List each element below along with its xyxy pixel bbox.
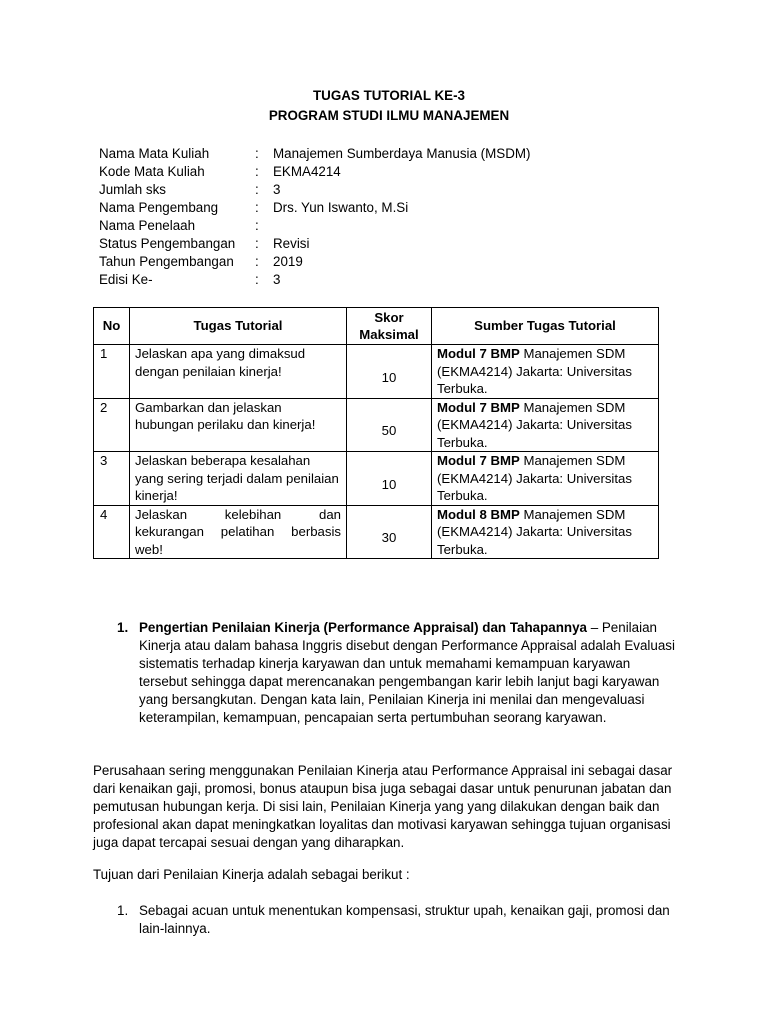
row-no: 2 <box>94 398 130 452</box>
table-row <box>94 345 659 399</box>
info-colon: : <box>255 146 259 161</box>
source-text: Manajemen SDM (EKMA4214) Jakarta: Universitas Terbuka. <box>437 346 632 396</box>
source-text: Manajemen SDM (EKMA4214) Jakarta: Universitas Terbuka. <box>437 453 632 503</box>
info-colon: : <box>255 272 259 287</box>
info-value: Revisi <box>273 236 310 251</box>
tutorial-table <box>93 307 659 559</box>
info-label: Jumlah sks <box>99 182 166 197</box>
header-task: Tugas Tutorial <box>130 308 347 345</box>
list-text: Sebagai acuan untuk menentukan kompensasi, struktur upah, kenaikan gaji, promosi dan lain-lainnya. <box>139 903 670 936</box>
header-source: Sumber Tugas Tutorial <box>432 308 659 345</box>
info-colon: : <box>255 254 259 269</box>
row-score: 10 <box>347 345 432 399</box>
info-label: Nama Mata Kuliah <box>99 146 210 161</box>
section-body <box>139 619 677 727</box>
source-module: Modul 7 BMP <box>437 453 520 468</box>
list-number: 1. <box>117 903 129 918</box>
info-label: Tahun Pengembangan <box>99 254 234 269</box>
row-no: 3 <box>94 452 130 506</box>
source-text: Manajemen SDM (EKMA4214) Jakarta: Universitas Terbuka. <box>437 399 632 450</box>
info-value: Drs. Yun Iswanto, M.Si <box>273 200 409 215</box>
info-label: Kode Mata Kuliah <box>99 164 205 179</box>
source-module: Modul 8 BMP <box>437 506 520 522</box>
row-task: Jelaskan beberapa kesalahan yang sering terjadi dalam penilaian kinerja! <box>130 452 347 506</box>
info-colon: : <box>255 182 259 197</box>
table-header-row <box>94 308 659 345</box>
info-colon: : <box>255 164 259 179</box>
info-label: Status Pengembangan <box>99 236 236 251</box>
info-value: 2019 <box>273 254 303 269</box>
row-no: 4 <box>94 505 130 559</box>
paragraph: Tujuan dari Penilaian Kinerja adalah sebagai berikut : <box>93 867 410 882</box>
row-score: 30 <box>347 505 432 559</box>
info-value: 3 <box>273 272 281 287</box>
source-text: Manajemen SDM (EKMA4214) Jakarta: Universitas Terbuka. <box>437 506 632 557</box>
table-row <box>94 505 659 559</box>
row-source <box>432 398 659 452</box>
row-task: Gambarkan dan jelaskan hubungan perilaku dan kinerja! <box>130 398 347 452</box>
info-label: Nama Penelaah <box>99 218 196 233</box>
row-task: Jelaskan kelebihan dan kekurangan pelatihan berbasis web! <box>130 505 347 559</box>
document-subtitle: PROGRAM STUDI ILMU MANAJEMEN <box>268 108 510 123</box>
table-row <box>94 398 659 452</box>
row-source <box>432 505 659 559</box>
info-value: EKMA4214 <box>273 164 341 179</box>
section-text: – Penilaian Kinerja atau dalam bahasa Inggris disebut dengan Performance Appraisal adalah Evaluasi sistematis terhadap kinerja karyawan dan untuk memahami kemampuan karyawan tersebut sehingga dapat merencanakan pengembangan karir lebih lanjut bagi karyawan yang bersangkutan. Dengan kata lain, Penilaian Kinerja ini menilai dan mengevaluasi keterampilan, kemampuan, pencapaian serta pertumbuhan seorang karyawan. <box>139 620 675 725</box>
row-score: 50 <box>347 398 432 452</box>
row-task: Jelaskan apa yang dimaksud dengan penilaian kinerja! <box>130 345 347 399</box>
header-score: Skor Maksimal <box>347 308 432 345</box>
source-module: Modul 7 BMP <box>437 399 520 415</box>
paragraph: Perusahaan sering menggunakan Penilaian Kinerja atau Performance Appraisal ini sebagai dasar dari kenaikan gaji, promosi, bonus ataupun bisa juga sebagai dasar untuk penurunan jabatan dan pemutusan hubungan kerja. Di sisi lain, Penilaian Kinerja yang yang dilakukan dengan baik dan profesional akan dapat meningkatkan loyalitas dan motivasi karyawan sehingga tujuan organisasi juga dapat tercapai sesuai dengan yang diharapkan. <box>93 763 673 850</box>
row-no: 1 <box>94 345 130 399</box>
info-value: 3 <box>273 182 281 197</box>
source-module: Modul 7 BMP <box>437 346 520 361</box>
info-colon: : <box>255 236 259 251</box>
info-colon: : <box>255 218 259 233</box>
row-score: 10 <box>347 452 432 506</box>
header-no: No <box>94 308 130 345</box>
row-source <box>432 452 659 506</box>
document-title: TUGAS TUTORIAL KE-3 <box>312 88 466 103</box>
section-number: 1. <box>117 620 129 635</box>
table-row <box>94 452 659 506</box>
section-heading: Pengertian Penilaian Kinerja (Performance Appraisal) dan Tahapannya <box>139 620 587 635</box>
info-colon: : <box>255 200 259 215</box>
info-value: Manajemen Sumberdaya Manusia (MSDM) <box>273 146 531 161</box>
row-source <box>432 345 659 399</box>
info-label: Edisi Ke- <box>99 272 153 287</box>
info-label: Nama Pengembang <box>99 200 219 215</box>
